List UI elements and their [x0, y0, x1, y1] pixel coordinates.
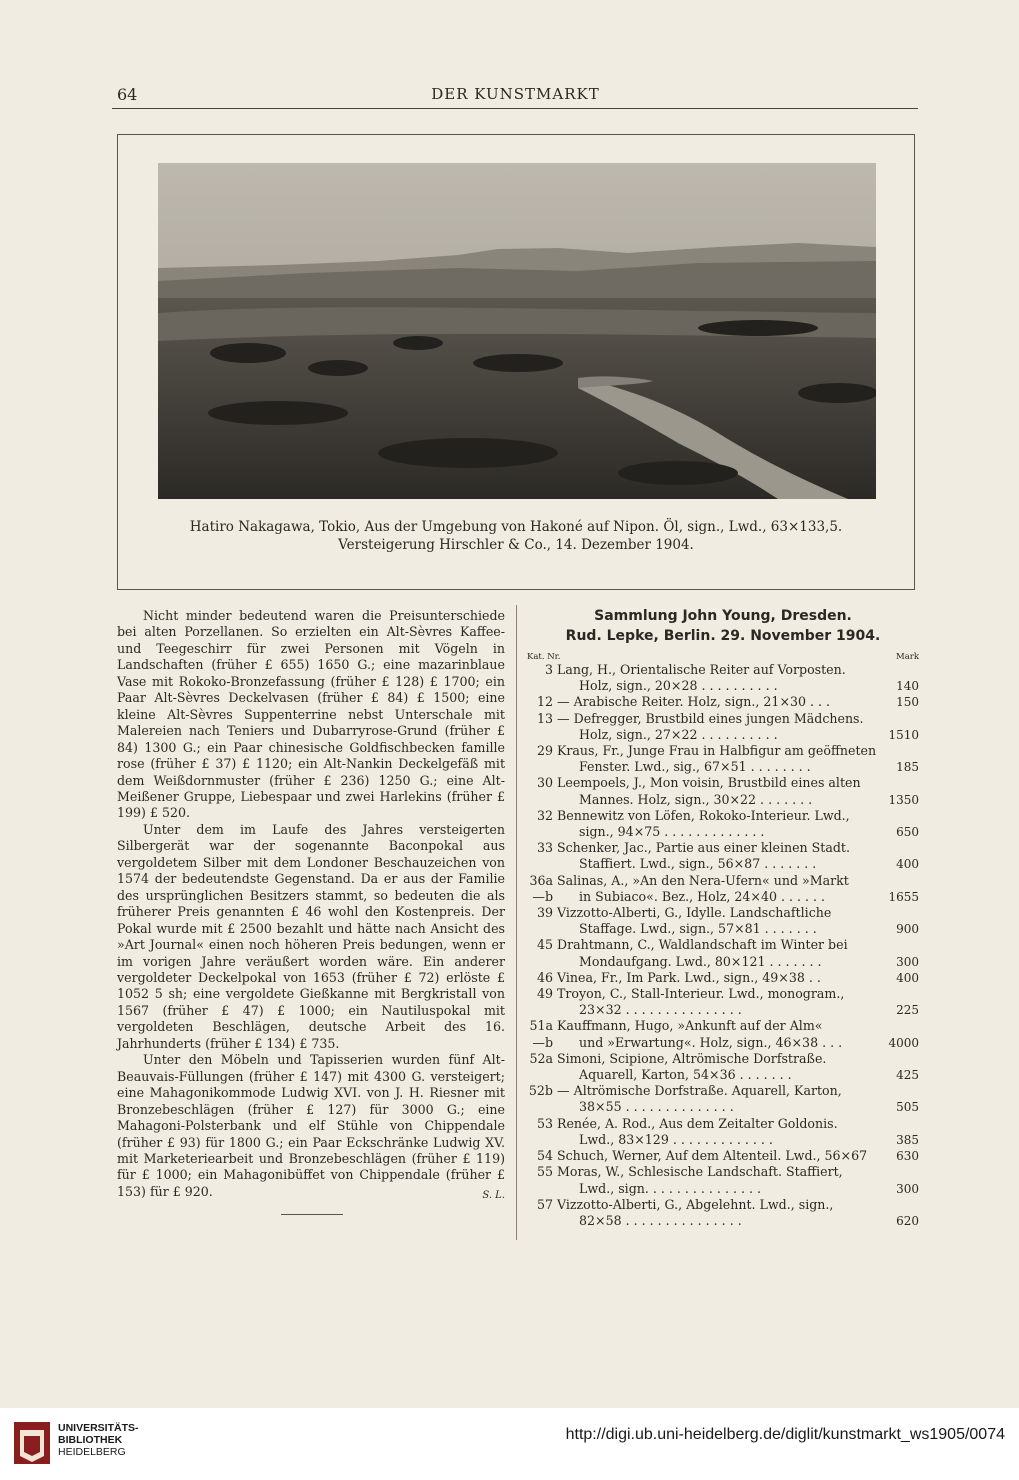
col-price-mark: Mark — [896, 652, 919, 662]
lot-row — [527, 905, 919, 937]
university-name: UNIVERSITÄTS- BIBLIOTHEK HEIDELBERG — [58, 1422, 139, 1458]
lot-price: 505 — [896, 1100, 919, 1115]
lot-number: 13 — [536, 710, 553, 726]
lot-number: 51a—b — [529, 1018, 553, 1050]
lot-number: 45 — [536, 937, 553, 953]
end-rule — [281, 1214, 343, 1215]
lot-description: — Defregger, Brustbild eines jungen Mädchens. Holz, sign., 27×22 . . . . . . . . . . 1510 — [557, 710, 919, 742]
footer-bar — [0, 1408, 1019, 1480]
lot-price: 620 — [896, 1213, 919, 1228]
running-title: DER KUNSTMARKT — [431, 85, 600, 103]
sale-subtitle: Rud. Lepke, Berlin. 29. November 1904. — [565, 628, 881, 644]
column-divider — [516, 605, 517, 1240]
lot-row — [527, 775, 919, 807]
lot-number: 12 — [536, 694, 553, 710]
lot-price: 150 — [896, 695, 919, 710]
lot-number: 39 — [536, 905, 553, 921]
lot-row — [527, 986, 919, 1018]
lot-description: Schuch, Werner, Auf dem Altenteil. Lwd., 56×67 630 — [557, 1148, 919, 1164]
article-paragraph: Unter dem im Laufe des Jahres versteigerten Silbergerät war der sogenannte Baconpokal aus vergoldetem Silber mit dem Londoner Beschauzeichen von 1574 der bedeutendste Gegenstand. Da er aus der Familie des ursprünglichen Besitzers stammt, so bedeuten die als früherer Preis genannten £ 46 wohl den Kostenpreis. Der Pokal wurde mit £ 2500 bezahlt und hätte nach Ansicht des »Art Journal« einen noch höheren Preis bedungen, wenn er im vorigen Jahre veräußert worden wäre. Ein anderer vergoldeter Deckelpokal von 1653 (früher £ 72) erlöste £ 1052 5 sh; eine vergoldete Gießkanne mit Bergkristall von 1567 (früher £ 47) £ 1000; ein Nautiluspokal mit vergoldeten Beschlägen, deutsche Arbeit des 16. Jahrhunderts (früher £ 134) £ 735. — [117, 821, 505, 1051]
lot-price: 385 — [896, 1132, 919, 1147]
sale-title: Sammlung John Young, Dresden. — [594, 608, 852, 624]
lot-description: Renée, A. Rod., Aus dem Zeitalter Goldonis. Lwd., 83×129 . . . . . . . . . . . . . 385 — [557, 1115, 919, 1147]
lot-price: 1510 — [888, 727, 919, 742]
lot-row — [527, 937, 919, 969]
lot-price: 185 — [896, 760, 919, 775]
lot-row — [527, 1051, 919, 1083]
lot-price: 1655 — [888, 889, 919, 904]
page-number: 64 — [117, 85, 138, 104]
source-url[interactable]: http://digi.ub.uni-heidelberg.de/diglit/kunstmarkt_ws1905/0074 — [565, 1426, 1005, 1443]
lot-list — [527, 662, 919, 1229]
lot-price: 140 — [896, 679, 919, 694]
lot-description: Moras, W., Schlesische Landschaft. Staffiert, Lwd., sign. . . . . . . . . . . . . . . 300 — [557, 1164, 919, 1196]
lot-row — [527, 873, 919, 905]
lot-description: Vizzotto-Alberti, G., Abgelehnt. Lwd., sign., 82×58 . . . . . . . . . . . . . . . 620 — [557, 1196, 919, 1228]
lot-number: 55 — [536, 1164, 553, 1180]
author-signature: S. L. — [482, 1189, 505, 1201]
lot-row — [527, 743, 919, 775]
lot-description: Drahtmann, C., Waldlandschaft im Winter bei Mondaufgang. Lwd., 80×121 . . . . . . . 300 — [557, 937, 919, 969]
lot-number: 32 — [536, 807, 553, 823]
lot-row — [527, 970, 919, 986]
lot-description: Kraus, Fr., Junge Frau in Halbfigur am geöffneten Fenster. Lwd., sig., 67×51 . . . . . . . . 185 — [557, 743, 919, 775]
lot-price: 300 — [896, 954, 919, 969]
article-paragraph: Nicht minder bedeutend waren die Preisunterschiede bei alten Porzellanen. So erzielten ein Alt-Sèvres Kaffee- und Teegeschirr für zwei Personen mit Vögeln in Landschaften (früher £ 655) 1650 G.; eine mazarinblaue Vase mit Rokoko-Bronzefassung (früher £ 128) £ 1700; ein Paar Alt-Sèvres Deckelvasen (früher £ 84) £ 1500; eine kleine Alt-Sèvres Suppenterrine nebst Unterschale mit Malereien nach Teniers und Dubarryrose-Grund (früher £ 84) 1300 G.; ein Paar chinesische Goldfischbecken famille rose (früher £ 37) £ 1120; ein Alt-Nankin Deckelgefäß mit dem Weißdornmuster (früher £ 236) 1250 G.; eine Alt-Meißener Gruppe, Liebespaar und zwei Harlekins (früher £ 199) £ 520. — [117, 608, 505, 821]
lot-description: Salinas, A., »An den Nera-Ufern« und »Markt in Subiaco«. Bez., Holz, 24×40 . . . . . . 1655 — [557, 872, 919, 904]
lot-row — [527, 711, 919, 743]
lot-number: 30 — [536, 775, 553, 791]
lot-number: 53 — [536, 1115, 553, 1131]
lot-description: Leempoels, J., Mon voisin, Brustbild eines alten Mannes. Holz, sign., 30×22 . . . . . . . 1350 — [557, 775, 919, 807]
lot-row — [527, 1018, 919, 1050]
lot-price: 650 — [896, 825, 919, 840]
lot-row — [527, 662, 919, 694]
lot-row — [527, 1197, 919, 1229]
lot-price: 400 — [896, 970, 919, 985]
lot-price: 425 — [896, 1068, 919, 1083]
lot-number: 29 — [536, 743, 553, 759]
lot-description: Schenker, Jac., Partie aus einer kleinen Stadt. Staffiert. Lwd., sign., 56×87 . . . . . . . 400 — [557, 840, 919, 872]
article-column — [117, 608, 505, 1204]
lot-price: 630 — [896, 1149, 919, 1164]
lot-description: Lang, H., Orientalische Reiter auf Vorposten. Holz, sign., 20×28 . . . . . . . . . . 140 — [557, 662, 919, 694]
lot-number: 57 — [536, 1196, 553, 1212]
lot-number: 46 — [536, 969, 553, 985]
lot-description: Troyon, C., Stall-Interieur. Lwd., monogram., 23×32 . . . . . . . . . . . . . . . 225 — [557, 986, 919, 1018]
lot-number: 3 — [544, 662, 553, 677]
col-catalog-number: Kat. Nr. — [527, 652, 561, 662]
lot-price: 225 — [896, 1003, 919, 1018]
caption-line-2: Versteigerung Hirschler & Co., 14. Dezember 1904. — [338, 537, 694, 553]
lot-description: Vinea, Fr., Im Park. Lwd., sign., 49×38 . . 400 — [557, 969, 919, 985]
page-header — [117, 85, 914, 107]
lot-row — [527, 808, 919, 840]
lot-price: 300 — [896, 1181, 919, 1196]
article-paragraph-text: Unter den Möbeln und Tapisserien wurden fünf Alt-Beauvais-Füllungen (früher £ 147) mit 4300 G. versteigert; eine Mahagonikommode Ludwig XVI. von J. H. Riesner mit Bronzebeschlägen (früher £ 127) für 3000 G.; eine Mahagoni-Polsterbank und elf Stühle von Chippendale (früher £ 93) für 1800 G.; ein Paar Eckschränke Ludwig XV. mit Marketeriearbeit und Bronzebeschlägen (früher £ 119) für £ 1000; ein Mahagonibüffet von Chippendale (früher £ 153) für £ 920. — [117, 1052, 505, 1199]
caption-line-1: Hatiro Nakagawa, Tokio, Aus der Umgebung von Hakoné auf Nipon. Öl, sign., Lwd., 63×133,5. — [189, 519, 843, 535]
lot-number: 52b — [528, 1083, 553, 1099]
lot-description: Bennewitz von Löfen, Rokoko-Interieur. Lwd., sign., 94×75 . . . . . . . . . . . . . 650 — [557, 807, 919, 840]
list-header — [527, 652, 919, 662]
landscape-photograph — [158, 163, 876, 499]
figure-caption — [118, 518, 914, 554]
lot-row — [527, 1116, 919, 1148]
lot-number: 36a—b — [529, 872, 553, 904]
lot-price: 4000 — [888, 1035, 919, 1050]
lot-price: 400 — [896, 857, 919, 872]
article-paragraph — [117, 1052, 505, 1200]
lot-description: Vizzotto-Alberti, G., Idylle. Landschaftliche Staffage. Lwd., sign., 57×81 . . . . . . . 900 — [557, 905, 919, 937]
lot-row — [527, 840, 919, 872]
lot-row — [527, 1164, 919, 1196]
auction-list — [527, 606, 919, 1229]
university-logo — [12, 1418, 52, 1468]
lot-description: — Arabische Reiter. Holz, sign., 21×30 . . . 150 — [557, 694, 919, 710]
lot-row — [527, 694, 919, 710]
lot-description: Kauffmann, Hugo, »Ankunft auf der Alm« und »Erwartung«. Holz, sign., 46×38 . . . 4000 — [557, 1018, 919, 1050]
lot-row — [527, 1148, 919, 1164]
lot-row — [527, 1083, 919, 1115]
lot-price: 900 — [896, 922, 919, 937]
header-rule — [112, 108, 918, 109]
lot-description: — Altrömische Dorfstraße. Aquarell, Karton, 38×55 . . . . . . . . . . . . . . 505 — [557, 1083, 919, 1115]
lot-number: 49 — [536, 986, 553, 1002]
lot-price: 1350 — [888, 792, 919, 807]
lot-number: 33 — [536, 840, 553, 856]
lot-number: 54 — [536, 1148, 553, 1164]
lot-description: Simoni, Scipione, Altrömische Dorfstraße. Aquarell, Karton, 54×36 . . . . . . . 425 — [557, 1050, 919, 1083]
lot-number: 52a — [529, 1050, 553, 1066]
